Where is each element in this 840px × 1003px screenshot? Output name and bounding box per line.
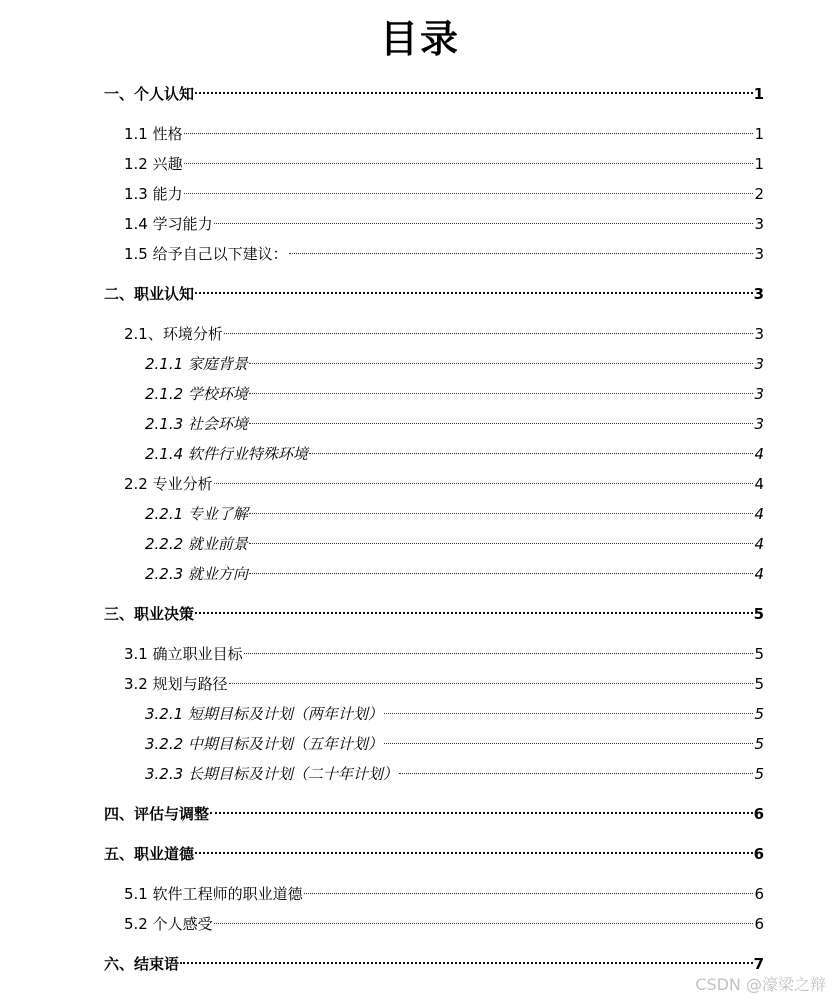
toc-page-number: 5 [754,645,764,663]
toc-entry[interactable] [104,842,764,866]
toc-page-number: 5 [754,765,764,783]
dot-leader [384,743,754,744]
toc-page-number: 1 [754,125,764,143]
dot-leader [184,133,754,134]
toc-page-number: 3 [754,215,764,233]
toc-page-number: 5 [754,735,764,753]
toc-entry-label: 五、职业道德 [104,845,195,863]
toc-page-number: 7 [753,955,764,973]
toc-page-number: 3 [754,325,764,343]
toc-page-number: 3 [753,285,764,303]
toc-page-number: 3 [754,415,764,433]
toc-page-number: 6 [753,805,764,823]
toc-entry[interactable] [124,642,764,666]
toc-entry[interactable] [145,352,764,376]
dot-leader [224,333,754,334]
page-title: 目录 [379,17,460,61]
toc-page-number: 6 [754,885,764,903]
dot-leader [195,612,753,614]
dot-leader [384,713,754,714]
dot-leader [184,163,754,164]
toc-entry[interactable] [104,602,764,626]
toc-entry-label: 1.2 兴趣 [124,155,183,173]
dot-leader [210,812,753,814]
toc-page-number: 3 [754,355,764,373]
dot-leader [195,92,753,94]
toc-entry-label: 5.2 个人感受 [124,915,213,933]
toc-entry[interactable] [124,182,764,206]
toc-entry-label: 3.2 规划与路径 [124,675,228,693]
dot-leader [229,683,754,684]
dot-leader [249,573,754,574]
toc-entry-label: 六、结束语 [104,955,180,973]
toc-entry-label: 四、评估与调整 [104,805,210,823]
toc-page-number: 4 [754,535,764,553]
watermark: CSDN @濠梁之辩 [695,975,826,994]
toc-entry[interactable] [145,412,764,436]
toc-entry[interactable] [145,562,764,586]
toc-entry-label: 2.2.2 就业前景 [145,535,248,553]
toc-entry[interactable] [104,952,764,976]
toc-page-number: 2 [754,185,764,203]
toc-entry[interactable] [145,382,764,406]
dot-leader [244,653,754,654]
toc-entry[interactable] [124,152,764,176]
toc-entry[interactable] [124,212,764,236]
toc-entry[interactable] [104,802,764,826]
toc-entry[interactable] [124,322,764,346]
toc-entry-label: 1.1 性格 [124,125,183,143]
toc-entry-label: 二、职业认知 [104,285,195,303]
toc-entry-label: 2.1.1 家庭背景 [145,355,248,373]
dot-leader [180,962,753,964]
toc-entry-label: 一、个人认知 [104,85,195,103]
toc-entry[interactable] [124,882,764,906]
toc-entry[interactable] [124,242,764,266]
toc-entry-label: 2.2 专业分析 [124,475,213,493]
dot-leader [249,423,754,424]
toc-entry-label: 1.3 能力 [124,185,183,203]
toc-entry-label: 2.1、环境分析 [124,325,223,343]
toc-page-number: 5 [753,605,764,623]
toc-entry[interactable] [145,732,764,756]
toc-entry[interactable] [104,282,764,306]
toc-entry[interactable] [124,912,764,936]
toc-entry-label: 2.1.3 社会环境 [145,415,248,433]
toc-entry[interactable] [124,122,764,146]
dot-leader [249,543,754,544]
toc-entry-label: 3.2.1 短期目标及计划（两年计划） [145,705,383,723]
toc-entry-label: 三、职业决策 [104,605,195,623]
toc-entry-label: 3.1 确立职业目标 [124,645,243,663]
toc-entry-label: 3.2.3 长期目标及计划（二十年计划） [145,765,398,783]
dot-leader [195,292,753,294]
dot-leader [214,923,754,924]
toc-entry-label: 3.2.2 中期目标及计划（五年计划） [145,735,383,753]
toc-page-number: 6 [753,845,764,863]
toc-entry[interactable] [124,672,764,696]
toc-entry-label: 2.2.3 就业方向 [145,565,248,583]
toc-page-number: 3 [754,385,764,403]
dot-leader [289,253,754,254]
toc-entry[interactable] [145,762,764,786]
toc-entry-label: 2.1.2 学校环境 [145,385,248,403]
dot-leader [195,852,753,854]
toc-entry[interactable] [145,442,764,466]
dot-leader [304,893,754,894]
dot-leader [214,483,754,484]
toc-page-number: 5 [754,705,764,723]
toc-entry-label: 2.2.1 专业了解 [145,505,248,523]
toc-page-number: 6 [754,915,764,933]
toc-entry[interactable] [104,82,764,106]
toc-entry[interactable] [124,472,764,496]
dot-leader [249,513,754,514]
dot-leader [309,453,754,454]
dot-leader [214,223,754,224]
toc-page-number: 1 [754,155,764,173]
toc-entry[interactable] [145,702,764,726]
toc-page-number: 4 [754,565,764,583]
toc-entry-label: 1.4 学习能力 [124,215,213,233]
toc-page-number: 5 [754,675,764,693]
toc-entry-label: 1.5 给予自己以下建议： [124,245,288,263]
toc-entry[interactable] [145,502,764,526]
toc-page-number: 3 [754,245,764,263]
dot-leader [249,393,754,394]
toc-page-number: 4 [754,505,764,523]
dot-leader [249,363,754,364]
toc-page-number: 1 [753,85,764,103]
toc-entry-label: 5.1 软件工程师的职业道德 [124,885,303,903]
dot-leader [184,193,754,194]
dot-leader [399,773,754,774]
toc-page-number: 4 [754,475,764,493]
toc-entry-label: 2.1.4 软件行业特殊环境 [145,445,308,463]
toc-page-number: 4 [754,445,764,463]
toc-entry[interactable] [145,532,764,556]
